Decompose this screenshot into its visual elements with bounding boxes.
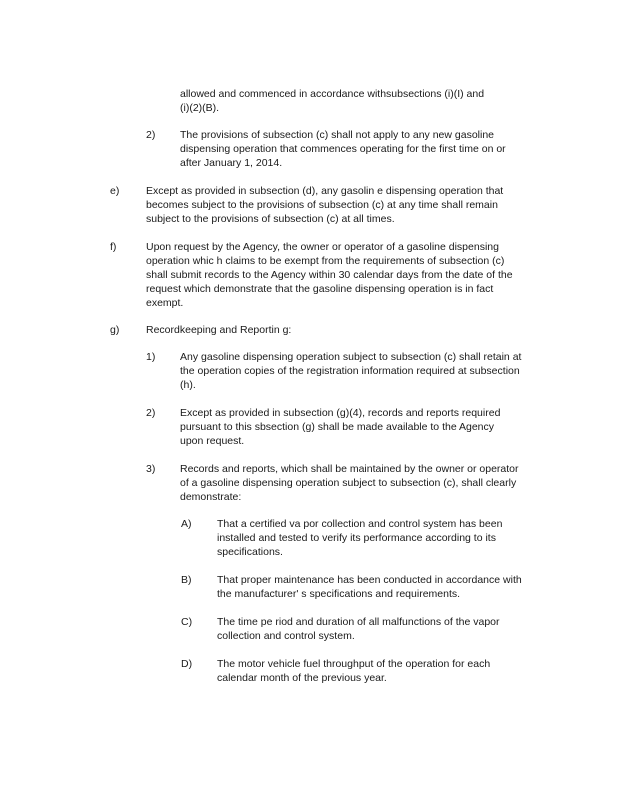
item-text [217, 573, 553, 601]
item-label: A) [181, 518, 192, 530]
paragraph-line: Any gasoline dispensing operation subject to subsection (c) shall retain at [180, 351, 522, 363]
paragraph-line: the manufacturer' s specifications and requirements. [217, 588, 461, 600]
paragraph-line: The time pe riod and duration of all malfunctions of the vapor [217, 616, 500, 628]
paragraph-line: after January 1, 2014. [180, 157, 283, 169]
item-text [217, 517, 537, 559]
paragraph-line: Except as provided in subsection (d), any gasolin e dispensing operation that [146, 185, 504, 197]
paragraph-line: allowed and commenced in accordance withsubsections (i)(I) and [180, 88, 485, 100]
paragraph-line: That a certified va por collection and control system has been [217, 518, 503, 530]
item-text [180, 462, 550, 504]
item-label: D) [181, 658, 193, 670]
continuation-paragraph [180, 87, 510, 115]
paragraph-line: upon request. [180, 435, 245, 447]
item-text [146, 184, 536, 226]
paragraph-line: exempt. [146, 297, 184, 309]
paragraph-line: Except as provided in subsection (g)(4), records and reports required [180, 407, 501, 419]
paragraph-line: of a gasoline dispensing operation subject to subsection (c), shall clearly [180, 477, 517, 489]
item-text [180, 128, 546, 170]
item-text [180, 406, 530, 448]
item-label: 1) [146, 351, 156, 363]
paragraph-line: shall submit records to the Agency within 30 calendar days from the date of the [146, 269, 513, 281]
item-label: f) [110, 241, 117, 253]
paragraph-line: (i)(2)(B). [180, 102, 220, 114]
item-label: C) [181, 616, 193, 628]
item-label: B) [181, 574, 192, 586]
paragraph-line: collection and control system. [217, 630, 355, 642]
paragraph-line: dispensing operation that commences operating for the first time on or [180, 143, 506, 155]
item-label: e) [110, 185, 120, 197]
item-heading [146, 323, 446, 337]
item-label: 2) [146, 407, 156, 419]
paragraph-line: The provisions of subsection (c) shall not apply to any new gasoline [180, 129, 495, 141]
item-text [217, 615, 527, 643]
paragraph-line: demonstrate: [180, 491, 242, 503]
paragraph-line: operation whic h claims to be exempt from the requirements of subsection (c) [146, 255, 505, 267]
paragraph-line: request which demonstrate that the gasoline dispensing operation is in fact [146, 283, 494, 295]
paragraph-line: becomes subject to the provisions of subsection (c) at any time shall remain [146, 199, 498, 211]
paragraph-line: Records and reports, which shall be maintained by the owner or operator [180, 463, 519, 475]
paragraph-line: the operation copies of the registration information required at subsection [180, 365, 520, 377]
paragraph-line: Recordkeeping and Reportin g: [146, 324, 292, 336]
paragraph-line: pursuant to this sbsection (g) shall be made available to the Agency [180, 421, 495, 433]
item-label: 2) [146, 129, 156, 141]
paragraph-line: subject to the provisions of subsection (c) at all times. [146, 213, 395, 225]
paragraph-line: installed and tested to verify its performance according to its [217, 532, 496, 544]
paragraph-line: Upon request by the Agency, the owner or operator of a gasoline dispensing [146, 241, 499, 253]
paragraph-line: That proper maintenance has been conducted in accordance with [217, 574, 522, 586]
paragraph-line: The motor vehicle fuel throughput of the operation for each [217, 658, 491, 670]
item-label: g) [110, 324, 120, 336]
item-text [180, 350, 560, 392]
paragraph-line: specifications. [217, 546, 283, 558]
item-label: 3) [146, 463, 156, 475]
item-text [217, 657, 517, 685]
item-text [146, 240, 556, 310]
paragraph-line: (h). [180, 379, 196, 391]
paragraph-line: calendar month of the previous year. [217, 672, 387, 684]
